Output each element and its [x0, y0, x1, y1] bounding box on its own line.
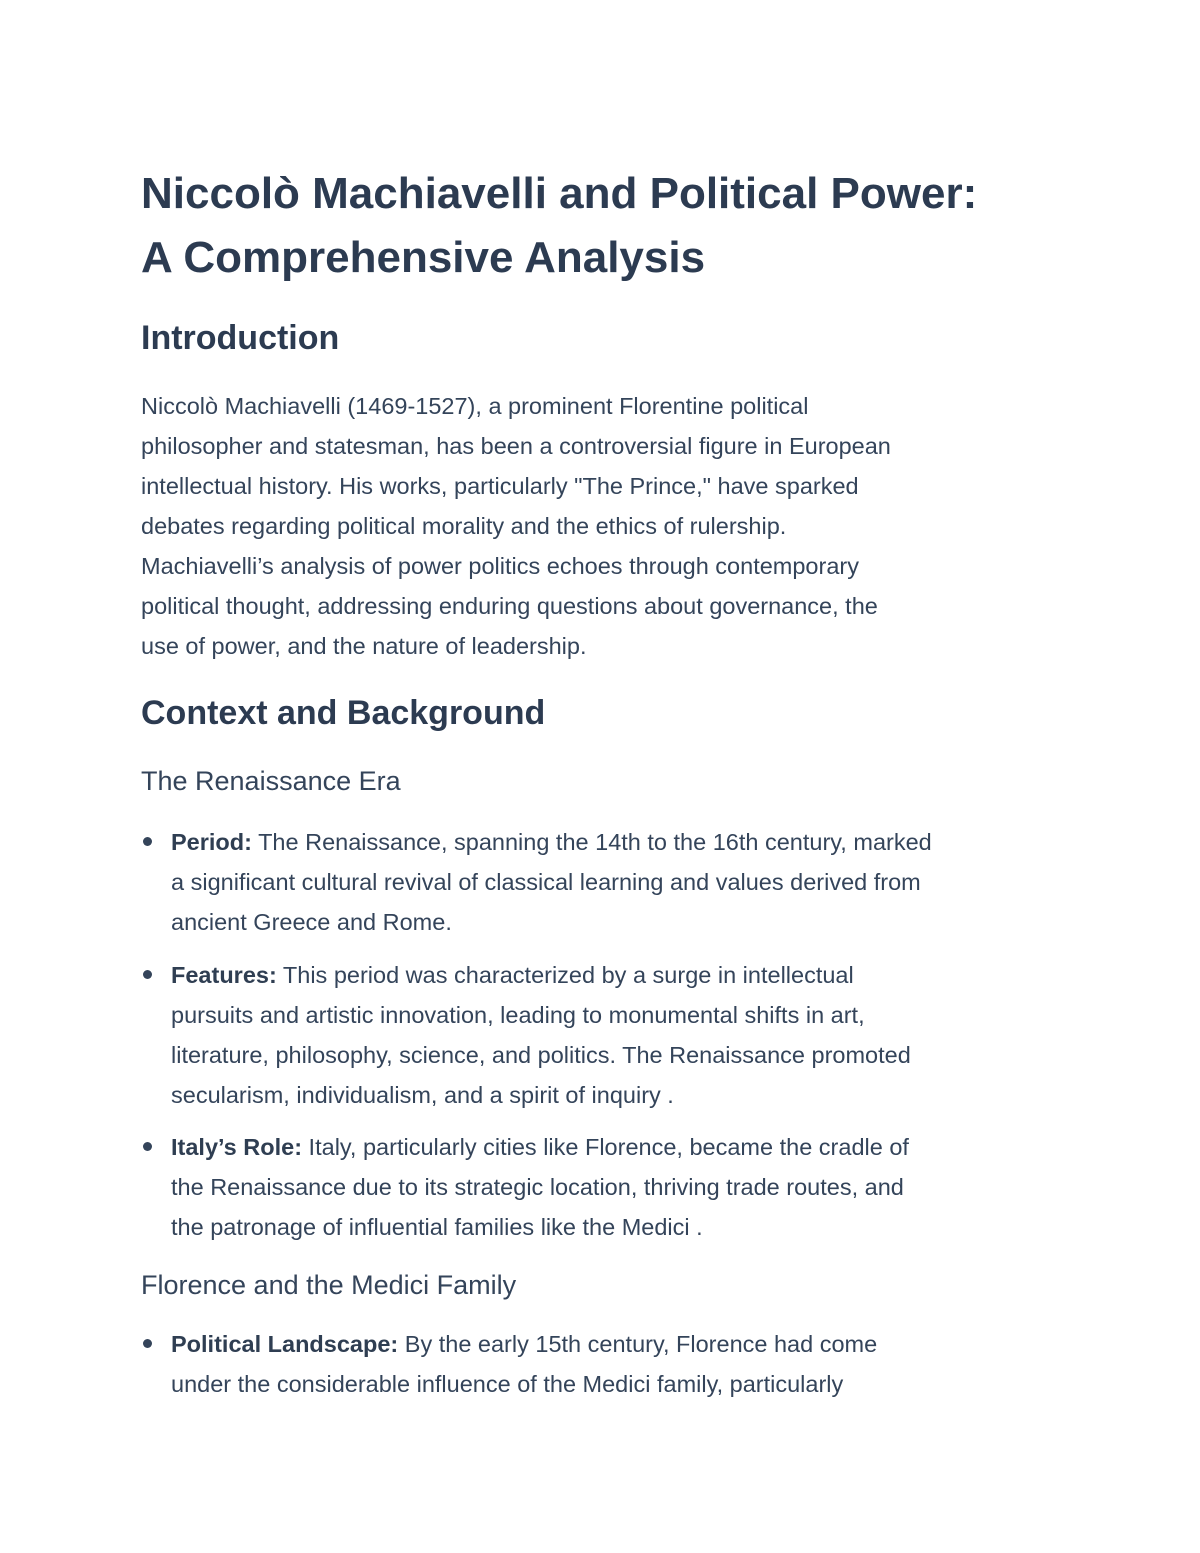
bullet-icon [143, 1142, 152, 1151]
paragraph-line: political thought, addressing enduring questions about governance, the [141, 593, 878, 619]
bullet-label: Period: [171, 829, 252, 855]
bullet-text: literature, philosophy, science, and politics. The Renaissance promoted [171, 1042, 911, 1068]
bullet-label: Political Landscape: [171, 1331, 399, 1357]
introduction-paragraph [141, 386, 1061, 666]
bullet-text: ancient Greece and Rome. [171, 909, 452, 935]
paragraph-line: use of power, and the nature of leadership. [141, 633, 587, 659]
bullet-text: pursuits and artistic innovation, leading to monumental shifts in art, [171, 1002, 865, 1028]
paragraph-line: intellectual history. His works, particularly "The Prince," have sparked [141, 473, 859, 499]
title-line: Niccolò Machiavelli and Political Power: [141, 169, 978, 218]
page-title [141, 162, 1061, 290]
bullet-label: Italy’s Role: [171, 1134, 303, 1160]
title-line: A Comprehensive Analysis [141, 233, 706, 282]
context-heading: Context and Background [141, 694, 546, 732]
renaissance-heading: The Renaissance Era [141, 766, 401, 796]
paragraph-line: Machiavelli’s analysis of power politics echoes through contemporary [141, 553, 859, 579]
bullet-icon [143, 1339, 152, 1348]
bullet-icon [143, 837, 152, 846]
bullet-text: The Renaissance, spanning the 14th to the 16th century, marked [251, 829, 932, 855]
paragraph-line: philosopher and statesman, has been a controversial figure in European [141, 433, 891, 459]
bullet-text: Italy, particularly cities like Florence, became the cradle of [302, 1134, 909, 1160]
bullet-text: under the considerable influence of the Medici family, particularly [171, 1371, 844, 1397]
paragraph-line: debates regarding political morality and the ethics of rulership. [141, 513, 787, 539]
bullet-text: This period was characterized by a surge in intellectual [276, 962, 854, 988]
bullet-text: a significant cultural revival of classical learning and values derived from [171, 869, 921, 895]
bullet-label: Features: [171, 962, 277, 988]
bullet-text: By the early 15th century, Florence had come [398, 1331, 878, 1357]
bullet-text: secularism, individualism, and a spirit of inquiry . [171, 1082, 674, 1108]
paragraph-line: Niccolò Machiavelli (1469-1527), a prominent Florentine political [141, 393, 809, 419]
introduction-heading: Introduction [141, 319, 340, 357]
bullet-text: the Renaissance due to its strategic location, thriving trade routes, and [171, 1174, 904, 1200]
bullet-text: the patronage of influential families like the Medici . [171, 1214, 703, 1240]
florence-heading: Florence and the Medici Family [141, 1270, 517, 1300]
bullet-icon [143, 970, 152, 979]
